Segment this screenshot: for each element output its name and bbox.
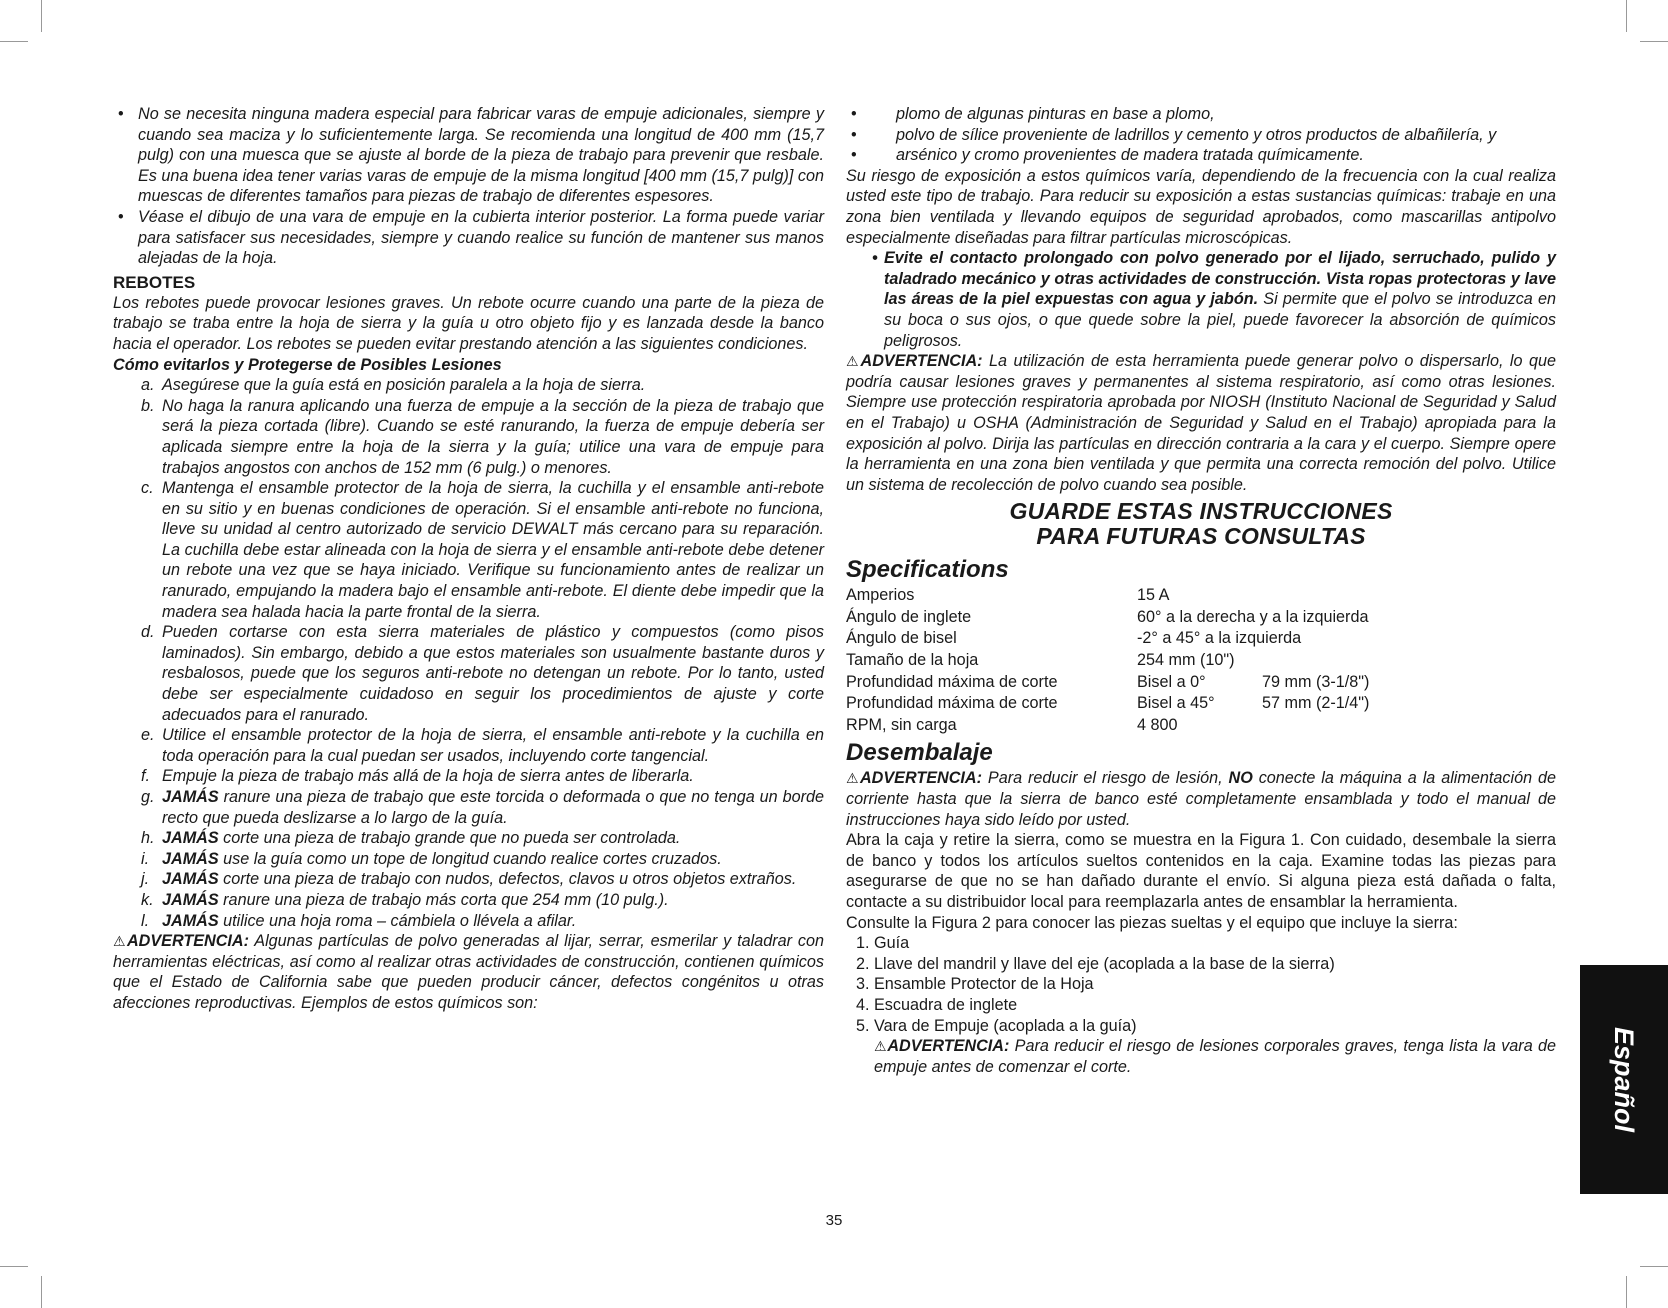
spec-value: Bisel a 0° (1137, 672, 1206, 691)
list-marker: g. (141, 788, 155, 806)
spec-extra (1262, 607, 1462, 629)
list-item (846, 933, 1556, 954)
spec-extra (1262, 585, 1462, 607)
rebotes-heading: REBOTES (113, 272, 196, 292)
crop-mark (41, 0, 42, 32)
list-marker: b. (141, 396, 155, 415)
spec-value: 15 A (1137, 586, 1170, 605)
list-marker: 5. (856, 1016, 870, 1035)
warning-icon: ⚠ (846, 353, 861, 370)
spec-label: RPM, sin carga (846, 715, 957, 734)
kickback-list (113, 375, 824, 931)
warning-text: Para reducir el riesgo de lesiones corporales graves, tenga lista la vara de empuje antes de comenzar el corte. (874, 1037, 1556, 1076)
unpack-warning (846, 768, 1556, 830)
spec-row (846, 650, 1556, 672)
spec-extra (1262, 715, 1462, 737)
spec-value: 4 800 (1137, 715, 1178, 734)
list-item (113, 828, 824, 849)
list-marker: h. (141, 829, 155, 848)
list-text: corte una pieza de trabajo grande que no pueda ser controlada. (218, 829, 681, 848)
prop65-warning (113, 931, 824, 1013)
spec-row (846, 628, 1556, 650)
list-marker: a. (141, 376, 155, 395)
list-marker: c. (141, 479, 154, 498)
guarde-title-line1: GUARDE ESTAS INSTRUCCIONES (1009, 498, 1393, 525)
language-tab-label (1580, 965, 1668, 1194)
spec-label: Ángulo de bisel (846, 629, 957, 648)
warning-icon: ⚠ (113, 933, 127, 950)
list-text: corte una pieza de trabajo con nudos, defectos, clavos u otros objetos extraños. (218, 870, 797, 889)
list-marker: 1. (856, 934, 870, 953)
crop-mark (1626, 0, 1627, 32)
list-text: use la guía como un tope de longitud cuando realice cortes cruzados. (218, 849, 722, 868)
jamas-label: JAMÁS (162, 829, 219, 848)
list-item: • No se necesita ninguna madera especial para fabricar varas de empuje adicionales, siempre y cuando sea maciza y lo suficientemente larga. Se recomienda una longitud de 400 mm (15,7 pulg) con una muesca que se ajuste al borde de la pieza de trabajo para prevenir que resbale. Es una buena idea tener varias varas de empuje de la misma longitud [400 mm (15,7 pulg)] con muescas de diferentes tamaños para piezas de trabajo de diferentes espesores. (113, 104, 824, 207)
spec-row (846, 715, 1556, 737)
warning-label: ADVERTENCIA: (860, 352, 983, 371)
list-text: Empuje la pieza de trabajo más allá de la hoja de sierra antes de liberarla. (162, 767, 694, 786)
jamas-label: JAMÁS (162, 890, 219, 909)
jamas-label: JAMÁS (162, 911, 219, 930)
crop-mark (1626, 1276, 1627, 1308)
warning-text: Algunas partículas de polvo generadas al lijar, serrar, esmerilar y taladrar con herramientas eléctricas, así como al realizar otras actividades de construcción, contienen químicos que el Estado de California sabe que pueden producir cáncer, defectos congénitos u otras afecciones reproductivas. Ejemplos de estos químicos son: (113, 932, 824, 1012)
list-item (113, 911, 824, 932)
spec-row (846, 585, 1556, 607)
spec-value: 254 mm (10") (1137, 651, 1235, 670)
como-evitarlos-heading: Cómo evitarlos y Protegerse de Posibles Lesiones (113, 355, 502, 374)
list-marker: 4. (856, 995, 870, 1014)
jamas-label: JAMÁS (162, 870, 219, 889)
crop-mark (0, 1266, 28, 1267)
spec-value: -2° a 45° a la izquierda (1137, 629, 1302, 648)
jamas-label: JAMÁS (162, 788, 219, 806)
dust-warning (846, 351, 1556, 495)
warning-text: conecte la máquina a la alimentación de corriente hasta que la sierra de banco esté completamente ensamblada y todo el manual de instrucciones haya sido leído por usted. (846, 769, 1557, 829)
left-column (113, 104, 824, 1014)
guarde-title-line2: PARA FUTURAS CONSULTAS (1036, 523, 1366, 550)
list-item: • Véase el dibujo de una vara de empuje en la cubierta interior posterior. La forma puede variar para satisfacer sus necesidades, siempre y cuando realice su función de mantener sus manos alejadas de la hoja. (113, 207, 824, 269)
warning-text: Para reducir el riesgo de lesión, (981, 769, 1229, 788)
spec-value: 60° a la derecha y a la izquierda (1137, 607, 1369, 626)
list-text: Vara de Empuje (acoplada a la guía) (874, 1016, 1137, 1035)
list-marker: k. (141, 890, 154, 909)
warning-icon: ⚠ (874, 1038, 888, 1055)
right-column (846, 104, 1556, 1077)
chemicals-list (846, 104, 1556, 166)
consulte-paragraph: Consulte la Figura 2 para conocer las piezas sueltas y el equipo que incluye la sierra: (846, 913, 1458, 932)
list-marker: j. (141, 870, 150, 889)
warning-label: ADVERTENCIA: (859, 769, 982, 788)
warning-no: NO (1228, 769, 1253, 788)
crop-mark (1640, 41, 1668, 42)
rebotes-paragraph: Los rebotes puede provocar lesiones graves. Un rebote ocurre cuando una parte de la pieza de trabajo se traba entre la hoja de sierra y la guía u otro objeto fijo y es lanzada desde la banco hacia el operador. Los rebotes se pueden evitar prestando atención a las siguientes condiciones. (113, 293, 824, 353)
list-item (113, 787, 824, 828)
list-item (113, 725, 824, 766)
list-item (113, 766, 824, 787)
avoid-contact-item (846, 248, 1556, 351)
avoid-contact-bold: Evite el contacto prolongado con polvo generado por el lijado, serruchado, pulido y taladrado mecánico y otras actividades de construcción. Vista ropas protectoras y lave las áreas de la piel expuestas con agua y jabón. (884, 249, 1556, 309)
list-text: utilice una hoja roma – cámbiela o llévela a afilar. (218, 911, 577, 930)
crop-mark (0, 41, 28, 42)
list-item: • polvo de sílice proveniente de ladrillos y cemento y otros productos de albañilería, y (846, 125, 1556, 146)
list-item (113, 622, 824, 725)
list-item (846, 995, 1556, 1016)
spec-row (846, 607, 1556, 629)
spec-row (846, 693, 1556, 715)
push-stick-warning (846, 1036, 1556, 1077)
list-item (846, 1016, 1556, 1037)
spec-label: Profundidad máxima de corte (846, 672, 1058, 691)
list-marker: i. (141, 849, 150, 868)
list-text: Utilice el ensamble protector de la hoja de sierra, el ensamble anti-rebote y la cuchilla en toda operación para la cual puedan ser usados, incluyendo corte tangencial. (162, 726, 824, 765)
list-item (113, 375, 824, 396)
list-marker: l. (141, 911, 150, 930)
loose-parts-list (846, 933, 1556, 1036)
jamas-label: JAMÁS (162, 849, 219, 868)
list-text: Llave del mandril y llave del eje (acoplada a la base de la sierra) (874, 954, 1335, 973)
list-marker: e. (141, 726, 155, 745)
unpack-paragraph: Abra la caja y retire la sierra, como se muestra en la Figura 1. Con cuidado, desembale la sierra de banco y todos los artículos sueltos contenidos en la caja. Examine todas las piezas para asegurarse de que no se han dañado durante el envío. Si alguna pieza está dañada o falta, contacte a su distribuidor local para reemplazarla antes de ensamblar la herramienta. (846, 831, 1556, 911)
list-item (846, 954, 1556, 975)
guarde-title (846, 499, 1556, 549)
warning-label: ADVERTENCIA: (126, 932, 249, 951)
spec-extra: 79 mm (3-1/8") (1262, 672, 1370, 691)
crop-mark (41, 1276, 42, 1308)
list-text: Guía (874, 934, 910, 953)
spec-value: Bisel a 45° (1137, 694, 1215, 713)
list-marker: 2. (856, 954, 870, 973)
spec-row (846, 672, 1556, 694)
list-item (113, 869, 824, 890)
exposure-paragraph: Su riesgo de exposición a estos químicos varía, dependiendo de la frecuencia con la cual realiza usted este tipo de trabajo. Para reducir su exposición a estas sustancias químicas: trabaje en una zona bien ventilada y llevando equipos de seguridad aprobados, como mascarillas antipolvo especialmente diseñadas para filtrar partículas microscópicas. (846, 166, 1556, 247)
list-text: Escuadra de inglete (874, 995, 1018, 1014)
warning-icon: ⚠ (846, 770, 860, 787)
list-text: Pueden cortarse con esta sierra materiales de plástico y compuestos (como pisos laminados). Sin embargo, debido a que estos materiales son usualmente bastante duros y resbalosos, puede que los seguros anti-rebote no detengan un rebote. Por lo tanto, usted debe ser especialmente cuidadoso en seguir los procedimientos de ajuste y corte adecuados para el ranurado. (162, 623, 824, 724)
list-item (113, 890, 824, 911)
list-text: No haga la ranura aplicando una fuerza de empuje a la sección de la pieza de trabajo que será la pieza cortada (libre). Cuando se esté ranurando, la fuerza de empuje debería ser aplicada siempre entre la hoja de la sierra y la guía; utilice una vara de empuje para trabajos angostos con anchos de 152 mm (6 pulg.) o menores. (162, 396, 824, 477)
list-item (113, 478, 824, 622)
list-item (846, 974, 1556, 995)
language-tab-text: Español (1609, 1026, 1640, 1133)
spec-extra (1262, 650, 1462, 672)
list-marker: 3. (856, 975, 870, 994)
list-text: ranure una pieza de trabajo que este torcida o deformada o que no tenga un borde recto que pueda deslizarse a lo largo de la guía. (162, 788, 824, 827)
list-item: • plomo de algunas pinturas en base a plomo, (846, 104, 1556, 125)
avoid-contact-text: Si permite que el polvo se introduzca en su boca o sus ojos, o que quede sobre la piel, puede favorecer la absorción de químicos peligrosos. (884, 290, 1556, 350)
list-marker: d. (141, 623, 155, 642)
list-text: Mantenga el ensamble protector de la hoja de sierra, la cuchilla y el ensamble anti-rebote en su sitio y en buenas condiciones de operación. Si el ensamble anti-rebote no funciona, lleve su unidad al centro autorizado de servicio DEWALT más cercano para su reparación. La cuchilla debe estar alineada con la hoja de sierra y el ensamble anti-rebote debe detener un rebote una vez que se haya iniciado. Verifique su funcionamiento antes de realizar un ranurado, empujando la madera bajo el ensamble anti-rebote. El diente debe impedir que la madera sea halada hacia la parte frontal de la sierra. (162, 479, 824, 621)
spec-extra (1262, 628, 1462, 650)
list-item (113, 849, 824, 870)
spec-label: Profundidad máxima de corte (846, 694, 1058, 713)
warning-text: La utilización de esta herramienta puede generar polvo o dispersarlo, lo que podría causar lesiones graves y permanentes al sistema respiratorio, así como otras lesiones. Siempre use protección respiratoria aprobada por NIOSH (Instituto Nacional de Seguridad y Salud en el Trabajo) u OSHA (Administración de Seguridad y Salud en el Trabajo) apropiada para la exposición al polvo. Dirija las partículas en dirección contraria a la cara y el cuerpo. Siempre opere la herramienta en una zona bien ventilada y que permita una correcta remoción del polvo. Utilice un sistema de recolección de polvo cuando sea posible. (846, 352, 1556, 494)
list-text: Ensamble Protector de la Hoja (874, 975, 1094, 994)
spec-label: Tamaño de la hoja (846, 651, 979, 670)
list-text: Asegúrese que la guía está en posición paralela a la hoja de sierra. (162, 376, 646, 395)
push-stick-bullets (113, 104, 824, 269)
crop-mark (1640, 1266, 1668, 1267)
spec-label: Amperios (846, 586, 915, 605)
spec-extra: 57 mm (2-1/4") (1262, 694, 1370, 713)
desembalaje-heading: Desembalaje (846, 739, 993, 767)
spec-label: Ángulo de inglete (846, 607, 972, 626)
list-item: • arsénico y cromo provenientes de madera tratada químicamente. (846, 145, 1556, 166)
list-marker: f. (141, 767, 150, 786)
specifications-heading: Specifications (846, 556, 1009, 584)
specifications-table (846, 585, 1556, 736)
list-item (113, 396, 824, 478)
page-number: 35 (825, 1212, 843, 1229)
warning-label: ADVERTENCIA: (887, 1037, 1010, 1056)
list-text: ranure una pieza de trabajo más corta que 254 mm (10 pulg.). (218, 890, 669, 909)
